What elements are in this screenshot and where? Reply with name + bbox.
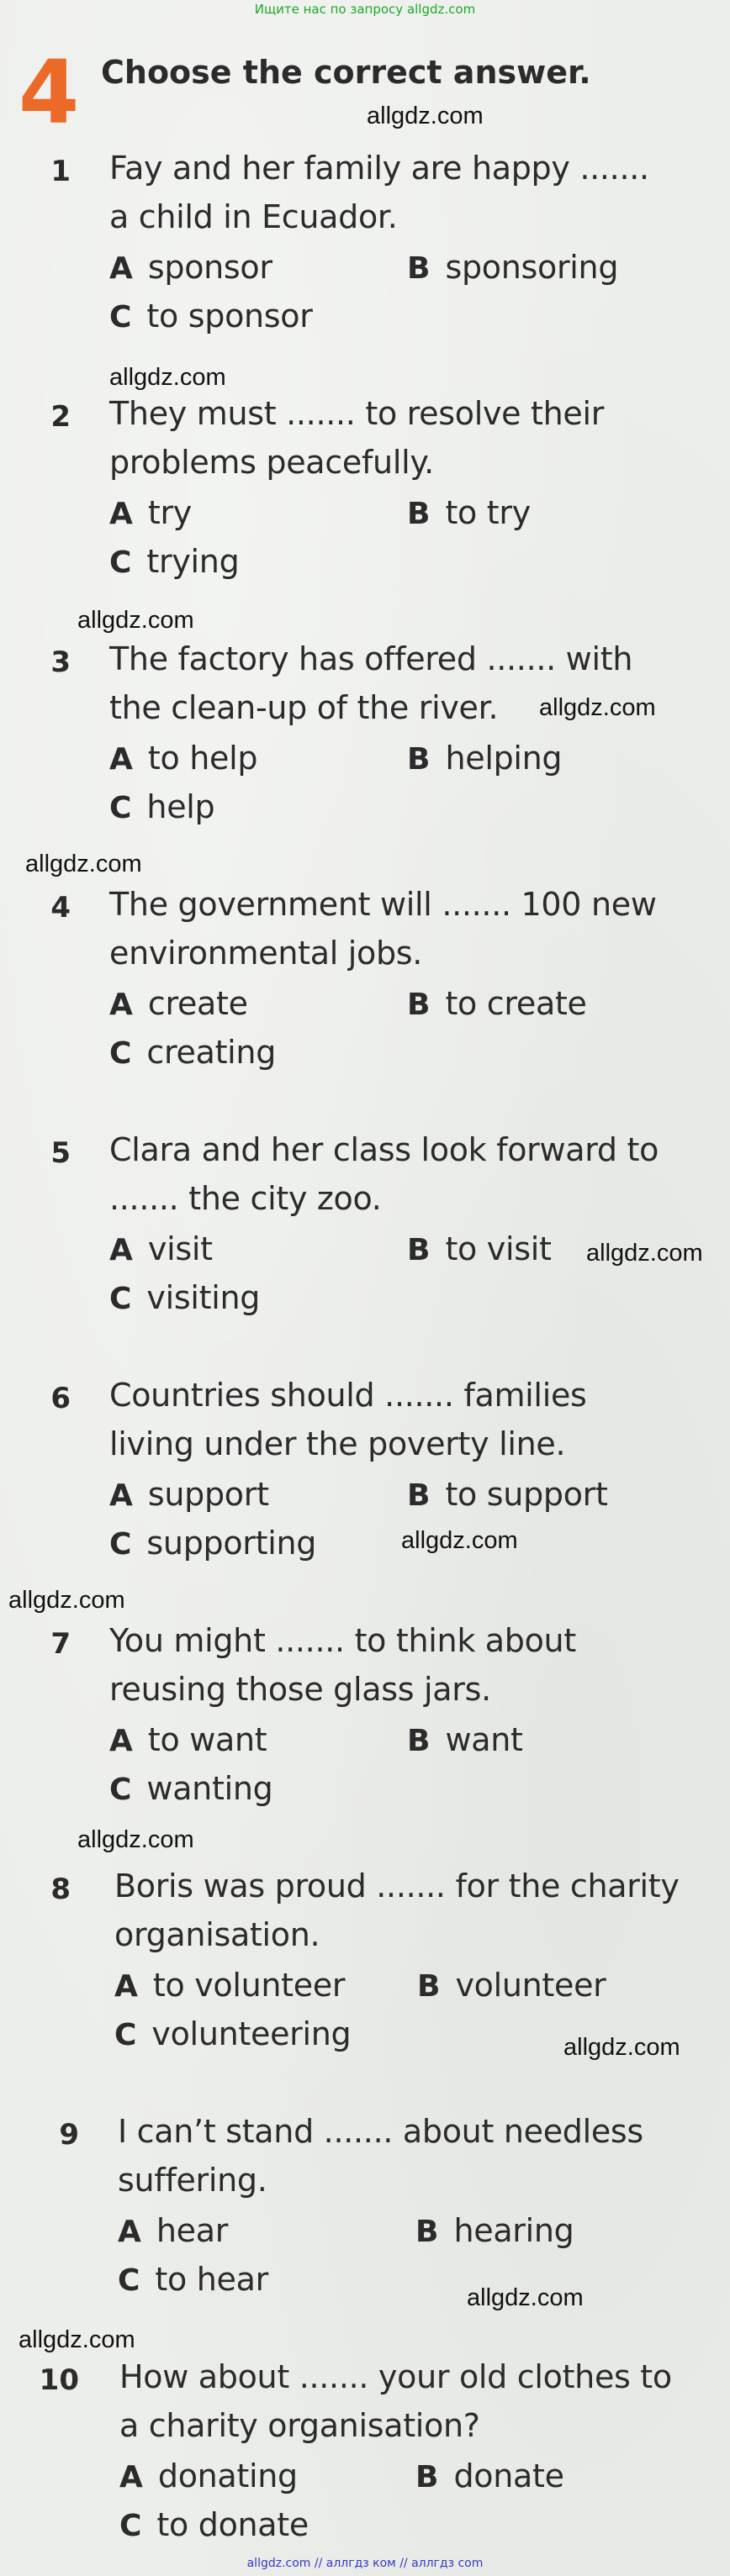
option-letter: A [118, 2215, 141, 2249]
option-c[interactable] [109, 1279, 260, 1316]
option-text: hear [156, 2212, 229, 2249]
option-letter: A [109, 251, 133, 286]
option-letter: A [109, 1233, 133, 1267]
option-b[interactable] [407, 249, 618, 286]
option-text: create [147, 985, 248, 1022]
option-text: to volunteer [152, 1967, 346, 2004]
watermark: allgdz.com [19, 2326, 135, 2353]
watermark: allgdz.com [77, 1826, 194, 1853]
option-letter: A [109, 497, 133, 531]
option-a[interactable] [109, 740, 257, 777]
option-text: to try [445, 494, 531, 531]
option-b[interactable] [407, 1476, 608, 1513]
option-letter: B [407, 497, 431, 531]
option-text: to want [147, 1721, 267, 1758]
option-text: to hear [155, 2261, 268, 2298]
bottom-banner: allgdz.com // аллгдз ком // аллгдз com [246, 2557, 484, 2570]
option-text: trying [146, 543, 240, 580]
option-text: volunteering [151, 2015, 352, 2052]
option-letter: C [109, 1527, 132, 1562]
option-text: supporting [146, 1525, 317, 1562]
option-text: sponsoring [445, 249, 619, 286]
option-text: to sponsor [146, 298, 313, 335]
option-a[interactable] [109, 1476, 269, 1513]
option-a[interactable] [109, 1230, 213, 1267]
question-number: 6 [50, 1382, 71, 1415]
option-letter: C [109, 791, 132, 825]
watermark: allgdz.com [367, 103, 484, 129]
option-b[interactable] [407, 985, 587, 1022]
option-b[interactable] [407, 494, 531, 531]
question-text: suffering. [118, 2162, 267, 2199]
exercise-title: Choose the correct answer. [101, 54, 591, 91]
watermark: allgdz.com [77, 607, 194, 634]
watermark: allgdz.com [586, 1240, 703, 1267]
option-letter: B [407, 1724, 431, 1758]
option-text: to visit [445, 1230, 552, 1267]
option-b[interactable] [407, 1721, 523, 1758]
question-text: ....... the city zoo. [109, 1180, 382, 1217]
question-text: Clara and her class look forward to [109, 1131, 659, 1168]
option-c[interactable] [118, 2261, 268, 2298]
option-c[interactable] [109, 543, 239, 580]
option-letter: A [114, 1969, 138, 2004]
question-text: I can’t stand ....... about needless [118, 2113, 643, 2150]
question-number: 9 [59, 2118, 79, 2152]
option-letter: B [407, 988, 431, 1022]
option-text: donating [157, 2457, 298, 2494]
watermark: allgdz.com [467, 2284, 584, 2311]
option-letter: B [415, 2460, 439, 2494]
question-text: They must ....... to resolve their [109, 395, 605, 432]
option-letter: A [109, 1724, 133, 1758]
question-text: The factory has offered ....... with [109, 640, 633, 677]
question-number: 1 [50, 155, 71, 188]
option-a[interactable] [109, 985, 248, 1022]
option-letter: A [119, 2460, 143, 2494]
question-number: 7 [50, 1627, 71, 1661]
option-letter: C [109, 300, 132, 335]
watermark: allgdz.com [401, 1527, 518, 1554]
option-letter: C [119, 2509, 142, 2543]
top-banner: Ищите нас по запросу allgdz.com [254, 2, 476, 17]
watermark: allgdz.com [109, 364, 226, 391]
option-a[interactable] [109, 249, 272, 286]
question-text: organisation. [114, 1916, 320, 1953]
option-letter: C [109, 1282, 132, 1316]
watermark: allgdz.com [539, 694, 656, 721]
option-text: hearing [453, 2212, 574, 2249]
exercise-number: 4 [19, 41, 80, 144]
watermark: allgdz.com [563, 2034, 680, 2061]
option-text: volunteer [455, 1967, 606, 2004]
question-text: Fay and her family are happy ....... [109, 150, 649, 187]
question-text: Countries should ....... families [109, 1377, 587, 1414]
option-text: helping [445, 740, 563, 777]
option-text: to help [147, 740, 258, 777]
question-text: The government will ....... 100 new [109, 886, 657, 923]
option-b[interactable] [415, 2457, 564, 2494]
option-c[interactable] [109, 1525, 316, 1562]
option-letter: C [114, 2018, 137, 2052]
option-text: support [147, 1476, 269, 1513]
option-text: try [147, 494, 192, 531]
question-text: reusing those glass jars. [109, 1671, 491, 1708]
question-number: 5 [50, 1136, 71, 1170]
question-text: Boris was proud ....... for the charity [114, 1867, 680, 1904]
option-text: visit [147, 1230, 213, 1267]
question-text: problems peacefully. [109, 444, 434, 481]
option-letter: B [415, 2215, 439, 2249]
question-text: a charity organisation? [119, 2407, 480, 2444]
option-b[interactable] [417, 1967, 606, 2004]
option-a[interactable] [118, 2212, 228, 2249]
option-text: help [146, 788, 215, 825]
option-c[interactable] [119, 2506, 309, 2543]
option-c[interactable] [109, 1770, 272, 1807]
question-text: the clean-up of the river. [109, 689, 499, 726]
option-text: wanting [146, 1770, 273, 1807]
question-text: living under the poverty line. [109, 1425, 566, 1462]
option-letter: B [417, 1969, 441, 2004]
option-c[interactable] [109, 788, 214, 825]
question-text: How about ....... your old clothes to [119, 2358, 672, 2395]
option-text: visiting [146, 1279, 261, 1316]
option-letter: B [407, 251, 431, 286]
option-text: sponsor [147, 249, 272, 286]
option-text: to donate [156, 2506, 309, 2543]
option-c[interactable] [114, 2015, 351, 2052]
question-number: 2 [50, 400, 71, 434]
option-letter: B [407, 742, 431, 777]
question-number: 10 [39, 2363, 79, 2397]
question-text: environmental jobs. [109, 935, 423, 972]
watermark: allgdz.com [8, 1587, 125, 1614]
option-a[interactable] [119, 2457, 298, 2494]
option-letter: A [109, 742, 133, 777]
option-letter: B [407, 1233, 431, 1267]
option-a[interactable] [109, 1721, 267, 1758]
option-letter: A [109, 988, 133, 1022]
option-letter: A [109, 1478, 133, 1513]
option-text: to support [445, 1476, 608, 1513]
option-letter: B [407, 1478, 431, 1513]
option-letter: C [118, 2263, 140, 2298]
option-letter: C [109, 1773, 132, 1807]
option-text: donate [453, 2457, 564, 2494]
option-text: creating [146, 1034, 277, 1071]
question-number: 3 [50, 645, 71, 679]
option-b[interactable] [407, 1230, 552, 1267]
option-text: want [445, 1721, 523, 1758]
option-a[interactable] [114, 1967, 345, 2004]
option-letter: C [109, 1036, 132, 1071]
option-b[interactable] [415, 2212, 574, 2249]
option-b[interactable] [407, 740, 562, 777]
option-text: to create [445, 985, 587, 1022]
question-text: a child in Ecuador. [109, 198, 398, 235]
option-c[interactable] [109, 1034, 276, 1071]
question-number: 4 [50, 891, 71, 925]
watermark: allgdz.com [25, 851, 142, 877]
question-text: You might ....... to think about [109, 1622, 576, 1659]
option-letter: C [109, 545, 132, 580]
question-number: 8 [50, 1873, 71, 1906]
option-c[interactable] [109, 298, 313, 335]
option-a[interactable] [109, 494, 192, 531]
